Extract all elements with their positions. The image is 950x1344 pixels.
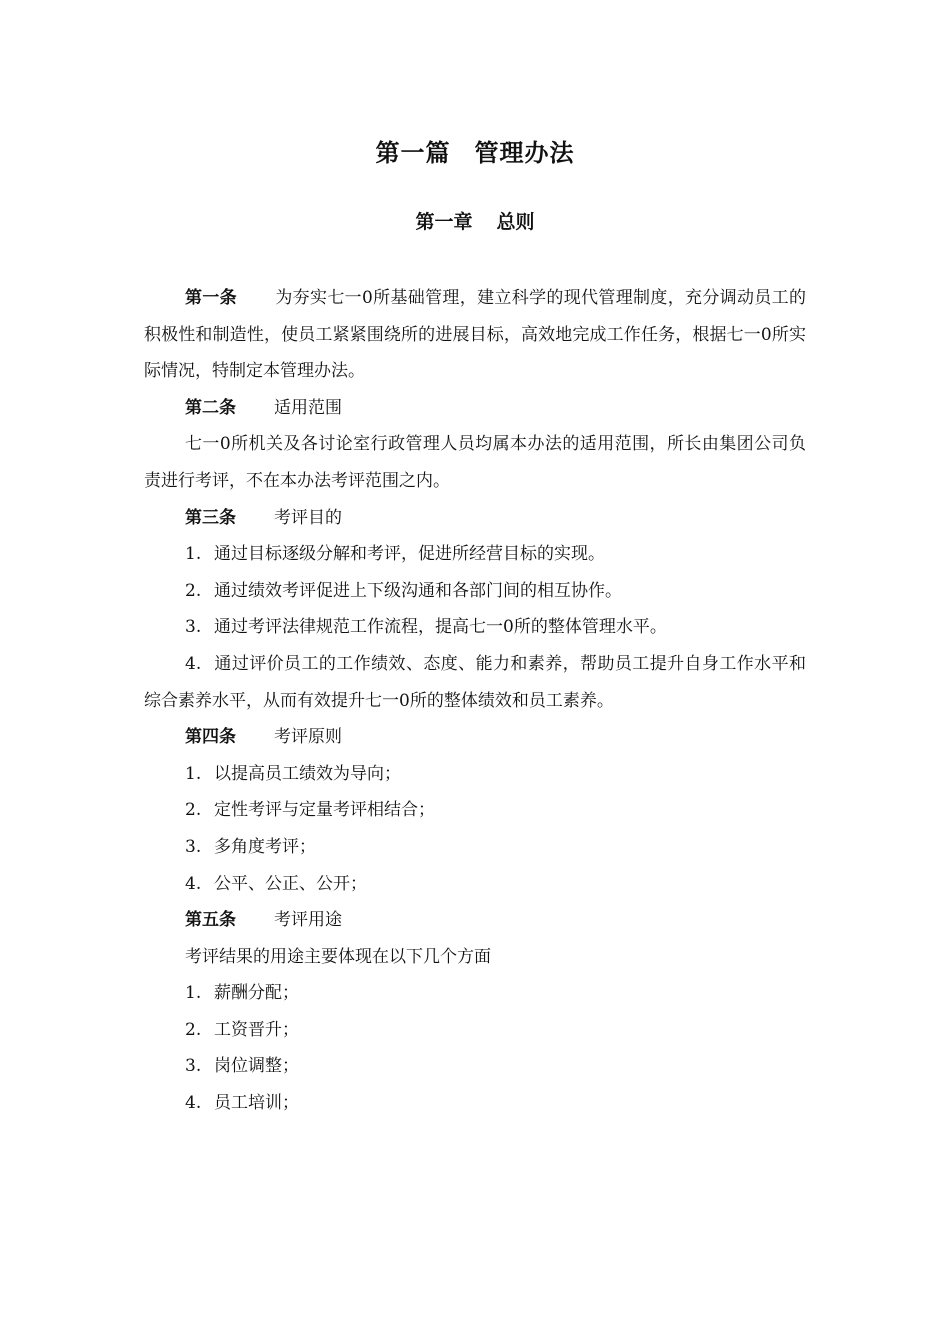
article-label: 第三条 [185, 507, 236, 528]
article-title: 考评用途 [274, 910, 342, 931]
part-number: 第一篇 [375, 139, 451, 167]
list-item [144, 792, 806, 829]
article-3-heading [144, 500, 806, 537]
list-number: 1. [185, 983, 202, 1004]
list-item [144, 536, 806, 573]
article-4-heading [144, 719, 806, 756]
list-number: 2. [185, 800, 202, 821]
article-label: 第二条 [185, 397, 236, 418]
part-name: 管理办法 [474, 139, 575, 167]
article-title: 适用范围 [274, 397, 342, 418]
list-item [144, 829, 806, 866]
list-text: 通过目标逐级分解和考评，促进所经营目标的实现。 [214, 544, 605, 565]
article-label: 第五条 [185, 910, 236, 931]
list-item [144, 609, 806, 646]
list-text: 定性考评与定量考评相结合； [214, 800, 435, 821]
article-5-heading [144, 902, 806, 939]
article-label: 第四条 [185, 727, 236, 748]
list-text: 薪酬分配； [214, 983, 299, 1004]
list-number: 4. [185, 873, 202, 894]
document-body [144, 280, 806, 1122]
list-number: 3. [185, 1056, 202, 1077]
list-text: 工资晋升； [214, 1019, 299, 1040]
list-text: 通过绩效考评促进上下级沟通和各部门间的相互协作。 [214, 580, 622, 601]
list-item [144, 1012, 806, 1049]
list-item [144, 866, 806, 903]
article-1 [144, 280, 806, 390]
list-item [144, 646, 806, 719]
list-text: 通过评价员工的工作绩效、态度、能力和素养，帮助员工提升自身工作水平和综合素养水平，从而有效提升七一0所的整体绩效和员工素养。 [144, 653, 806, 711]
article-2-heading [144, 390, 806, 427]
list-number: 2. [185, 1019, 202, 1040]
list-text: 以提高员工绩效为导向； [214, 763, 401, 784]
list-item [144, 1048, 806, 1085]
article-label: 第一条 [185, 288, 237, 308]
article-2-text: 七一0所机关及各讨论室行政管理人员均属本办法的适用范围，所长由集团公司负责进行考评，不在本办法考评范围之内。 [144, 434, 806, 491]
article-text: 为夯实七一0所基础管理，建立科学的现代管理制度，充分调动员工的积极性和制造性，使员工紧紧围绕所的进展目标，高效地完成工作任务，根据七一0所实际情况，特制定本管理办法。 [144, 288, 807, 382]
list-number: 1. [185, 544, 202, 565]
list-text: 岗位调整； [214, 1056, 299, 1077]
chapter-name: 总则 [496, 211, 535, 233]
list-number: 3. [185, 836, 202, 857]
chapter-number: 第一章 [415, 211, 473, 233]
list-item [144, 1085, 806, 1122]
list-item [144, 975, 806, 1012]
list-number: 3. [185, 617, 202, 638]
chapter-title [0, 207, 950, 234]
list-item [144, 573, 806, 610]
list-text: 员工培训； [214, 1093, 299, 1114]
article-title: 考评目的 [274, 507, 342, 528]
list-text: 公平、公正、公开； [214, 873, 367, 894]
article-5-intro: 考评结果的用途主要体现在以下几个方面 [185, 946, 491, 967]
list-number: 4. [185, 653, 202, 674]
list-item [144, 756, 806, 793]
list-number: 4. [185, 1093, 202, 1114]
list-text: 多角度考评； [214, 836, 316, 857]
article-title: 考评原则 [274, 727, 342, 748]
list-number: 2. [185, 580, 202, 601]
list-text: 通过考评法律规范工作流程，提高七一0所的整体管理水平。 [214, 617, 667, 638]
part-title [0, 133, 950, 168]
list-number: 1. [185, 763, 202, 784]
